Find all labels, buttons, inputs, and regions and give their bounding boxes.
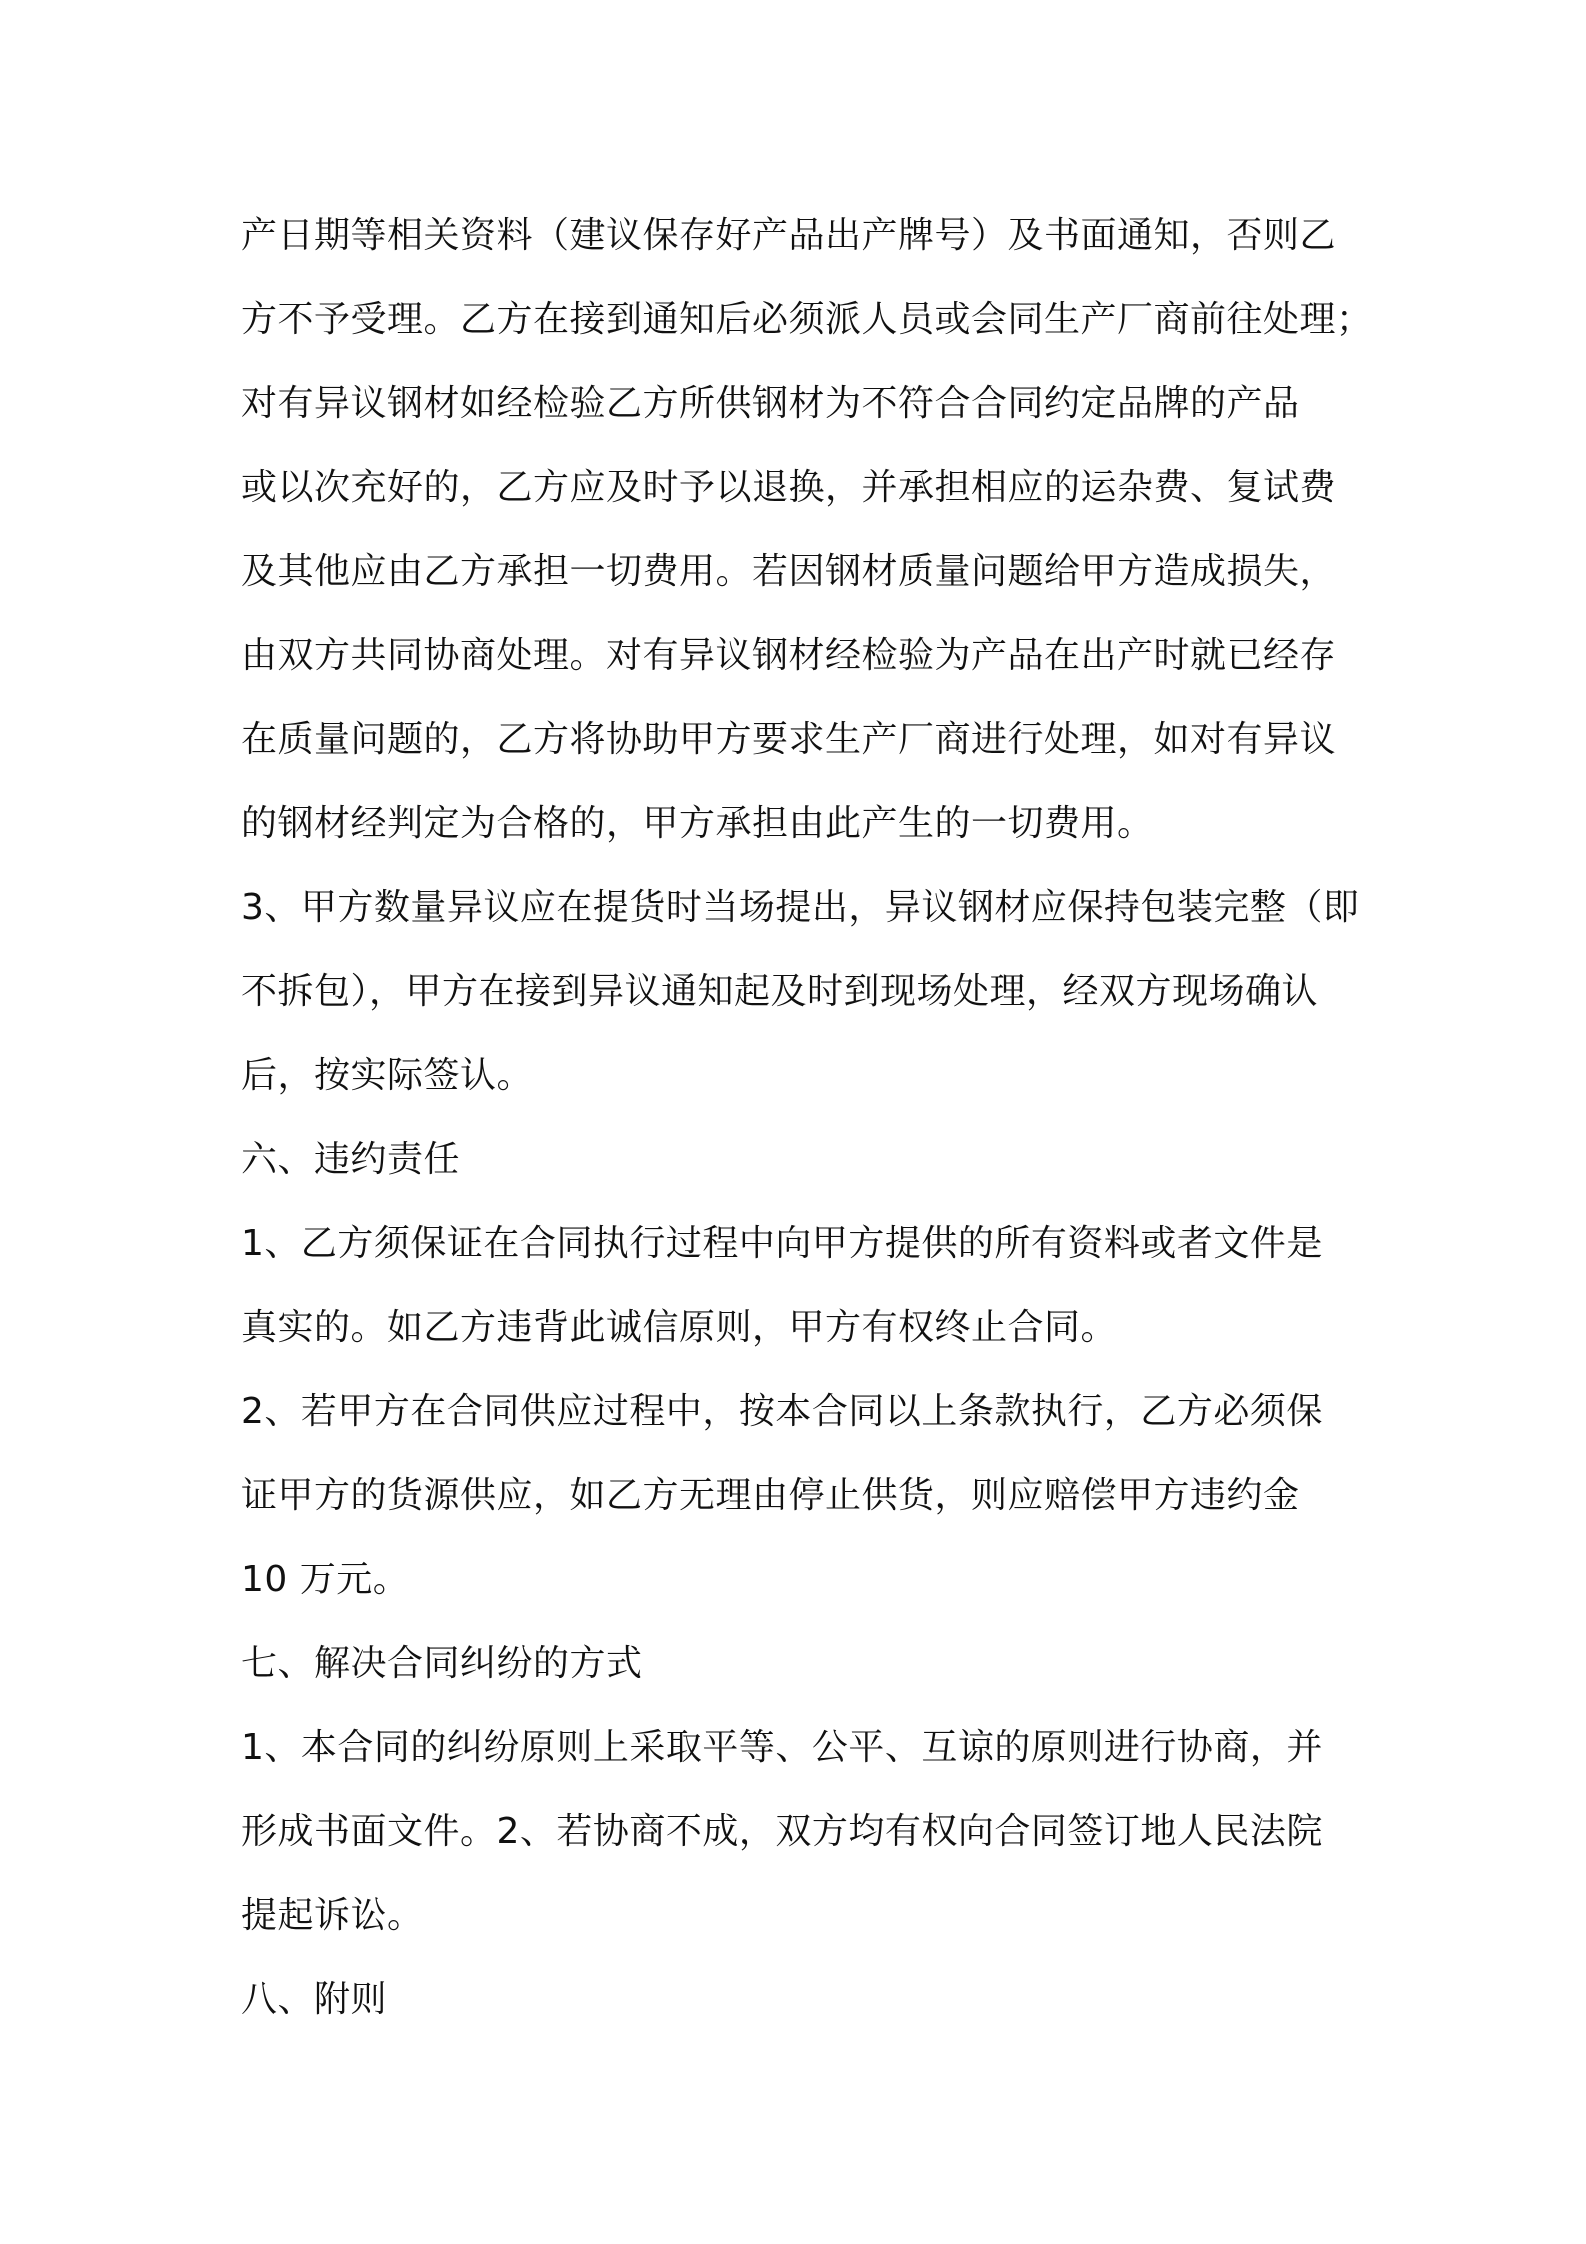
text-line: 真实的。如乙方违背此诚信原则，甲方有权终止合同。 <box>241 1307 1118 1348</box>
text-line: 对有异议钢材如经检验乙方所供钢材为不符合合同约定品牌的产品 <box>241 383 1300 424</box>
text-line: 3、甲方数量异议应在提货时当场提出，异议钢材应保持包装完整（即 <box>241 887 1360 928</box>
text-line: 形成书面文件。2、若协商不成，双方均有权向合同签订地人民法院 <box>241 1811 1323 1852</box>
text-line: 及其他应由乙方承担一切费用。若因钢材质量问题给甲方造成损失， <box>241 551 1337 592</box>
text-line: 在质量问题的，乙方将协助甲方要求生产厂商进行处理，如对有异议 <box>241 719 1337 760</box>
text-line: 的钢材经判定为合格的，甲方承担由此产生的一切费用。 <box>241 803 1154 844</box>
section-heading: 八、附则 <box>241 1979 388 2020</box>
text-line: 或以次充好的，乙方应及时予以退换，并承担相应的运杂费、复试费 <box>241 467 1337 508</box>
text-line: 证甲方的货源供应，如乙方无理由停止供货，则应赔偿甲方违约金 <box>241 1475 1300 1516</box>
text-line: 10 万元。 <box>241 1559 410 1600</box>
text-line: 1、乙方须保证在合同执行过程中向甲方提供的所有资料或者文件是 <box>241 1223 1323 1264</box>
section-heading: 六、违约责任 <box>241 1139 461 1180</box>
text-line: 不拆包），甲方在接到异议通知起及时到现场处理，经双方现场确认 <box>241 971 1319 1012</box>
text-line: 提起诉讼。 <box>241 1895 424 1936</box>
text-line: 后，按实际签认。 <box>241 1055 534 1096</box>
section-heading: 七、解决合同纠纷的方式 <box>241 1643 643 1684</box>
text-line: 2、若甲方在合同供应过程中，按本合同以上条款执行，乙方必须保 <box>241 1391 1323 1432</box>
text-line: 由双方共同协商处理。对有异议钢材经检验为产品在出产时就已经存 <box>241 635 1337 676</box>
text-line: 1、本合同的纠纷原则上采取平等、公平、互谅的原则进行协商，并 <box>241 1727 1323 1768</box>
text-line: 产日期等相关资料（建议保存好产品出产牌号）及书面通知，否则乙 <box>241 215 1337 256</box>
document-body <box>241 194 1371 2042</box>
text-line: 方不予受理。乙方在接到通知后必须派人员或会同生产厂商前往处理； <box>241 299 1373 340</box>
